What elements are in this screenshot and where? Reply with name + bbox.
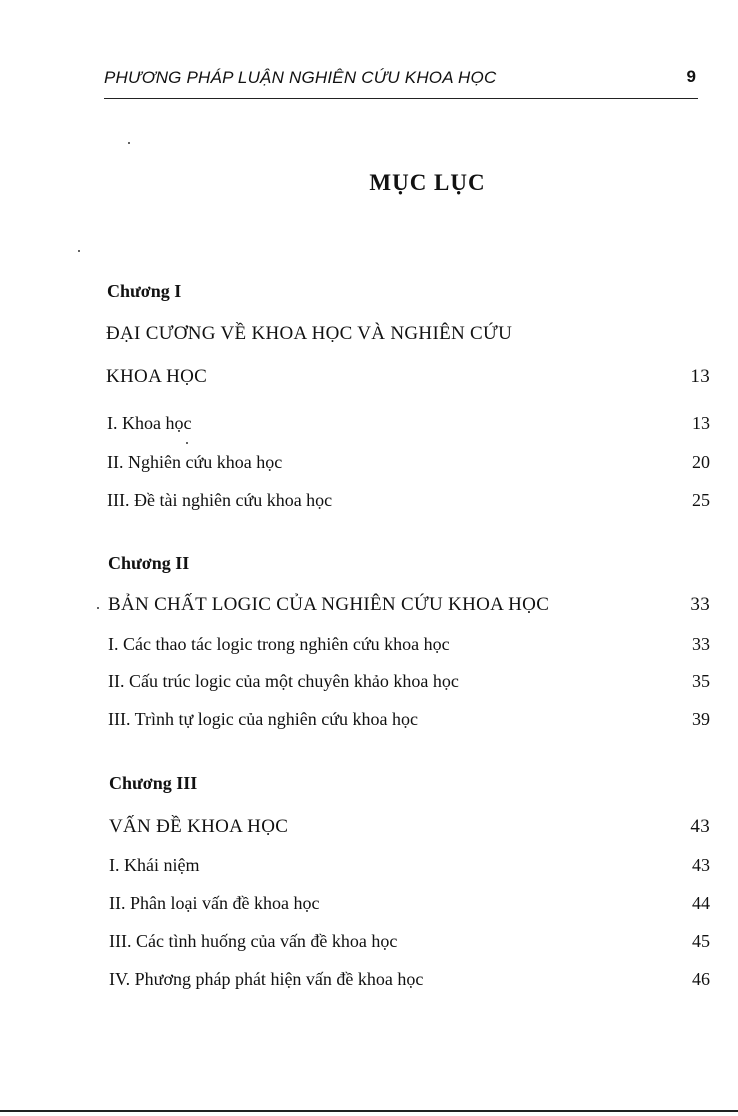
scan-speck [186, 442, 188, 444]
chapter-heading [0, 323, 738, 349]
entry-title: IV. Phương pháp phát hiện vấn đề khoa học [109, 969, 424, 989]
toc-entry [0, 634, 738, 660]
page-ref: 20 [692, 452, 710, 472]
entry-title: III. Trình tự logic của nghiên cứu khoa học [108, 709, 418, 729]
chapter-heading-text: VẤN ĐỀ KHOA HỌC [109, 816, 289, 837]
page-ref: 35 [692, 671, 710, 691]
entry-title: III. Đề tài nghiên cứu khoa học [107, 490, 333, 510]
scan-speck [78, 250, 80, 252]
page-ref: 46 [692, 969, 710, 989]
page-ref: 44 [692, 893, 710, 913]
entry-title: II. Cấu trúc logic của một chuyên khảo khoa học [108, 671, 459, 691]
chapter-label: Chương III [109, 773, 198, 793]
chapter-heading-text: BẢN CHẤT LOGIC CỦA NGHIÊN CỨU KHOA HỌC [108, 594, 550, 615]
page-header [104, 64, 698, 99]
scan-speck [97, 607, 99, 609]
toc-entry [0, 855, 738, 881]
page-number: 9 [686, 67, 696, 86]
page-ref: 33 [692, 634, 710, 654]
toc-entry [0, 413, 738, 439]
chapter-heading [0, 594, 738, 620]
entry-title: II. Nghiên cứu khoa học [107, 452, 283, 472]
toc-entry [0, 452, 738, 478]
toc-entry [0, 893, 738, 919]
chapter-heading [0, 366, 738, 392]
page-ref: 13 [692, 413, 710, 433]
entry-title: II. Phân loại vấn đề khoa học [109, 893, 320, 913]
toc-entry [0, 931, 738, 957]
running-title: PHƯƠNG PHÁP LUẬN NGHIÊN CỨU KHOA HỌC [104, 68, 497, 87]
page-ref: 33 [690, 594, 710, 615]
page-ref: 39 [692, 709, 710, 729]
entry-title: I. Các thao tác logic trong nghiên cứu khoa học [108, 634, 450, 654]
toc-entry [0, 969, 738, 995]
entry-title: I. Khái niệm [109, 855, 200, 875]
toc-entry [0, 490, 738, 516]
entry-title: III. Các tình huống của vấn đề khoa học [109, 931, 398, 951]
page-ref: 25 [692, 490, 710, 510]
page-ref: 43 [692, 855, 710, 875]
entry-title: I. Khoa học [107, 413, 192, 433]
page-ref: 13 [690, 366, 710, 387]
toc-entry [0, 671, 738, 697]
toc-entry [0, 709, 738, 735]
page-ref: 43 [690, 816, 710, 837]
chapter-label: Chương II [108, 553, 190, 573]
chapter-heading-text: ĐẠI CƯƠNG VỀ KHOA HỌC VÀ NGHIÊN CỨU [106, 323, 513, 344]
page-bottom-edge [0, 1110, 738, 1112]
toc-title: MỤC LỤC [369, 170, 486, 195]
chapter-label: Chương I [107, 281, 182, 301]
chapter-heading [0, 816, 738, 842]
scan-speck [128, 142, 130, 144]
page-ref: 45 [692, 931, 710, 951]
chapter-heading-text: KHOA HỌC [106, 366, 208, 387]
